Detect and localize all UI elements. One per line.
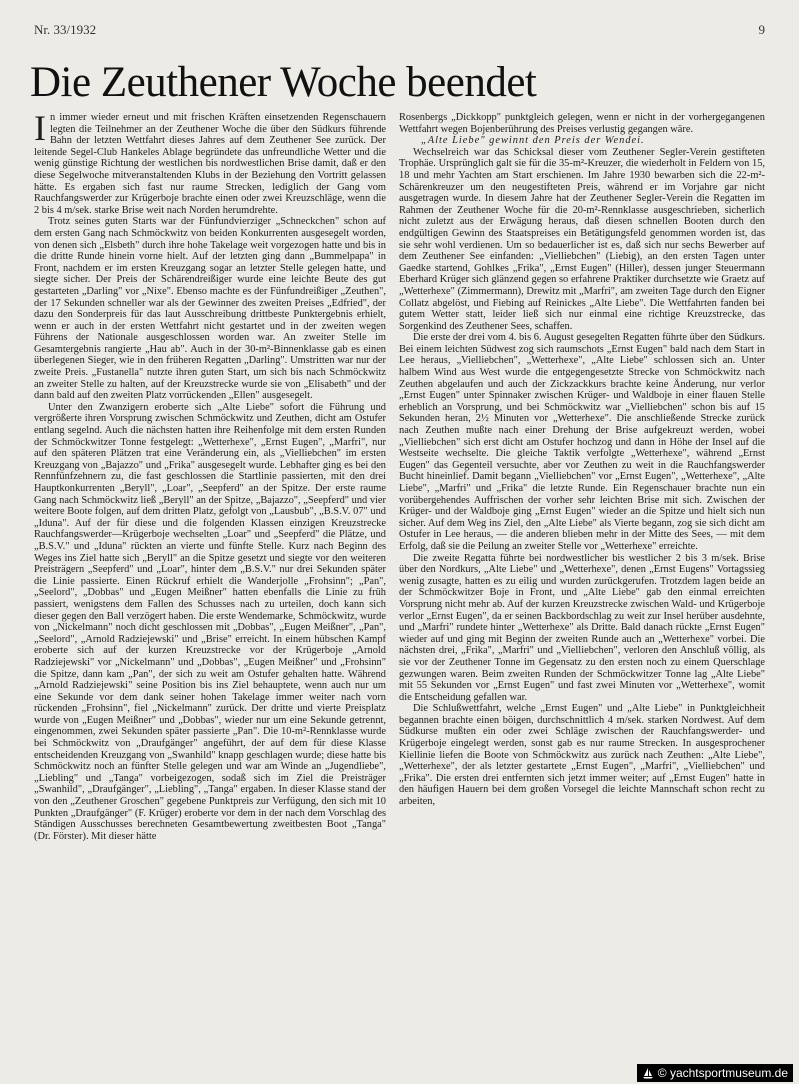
paragraph: Die zweite Regatta führte bei nordwestlicher bis westlicher 2 bis 3 m/sek. Brise über den Nordkurs, „Alte Liebe" und „Wetterhexe", denen „Ernst Eugens" Vortagssieg wenig zusagte, hatten es zu eilig und wurden zurückgerufen. Trotzdem lagen beide an der Schmöckwitzer Boje in Front, und „Alte Liebe" gab den einmal erreichten Vorsprung nicht mehr ab. Auf der kurzen Kreuzstrecke zwischen Wald- und Krügerboje verlor „Ernst Eugen", da er seinen Backbordschlag zu weit zur Insel herüber ausdehnte, und „Marfri" rundete hinter „Wetterhexe" als Dritte. Bald danach rückte „Ernst Eugen" wieder auf und ging mit Beginn der zweiten Runde auch an „Wetterhexe" vorbei. Die nächsten drei, „Frika", „Marfri" und „Vielliebchen", verloren den Anschluß völlig, als sie vor der Zeuthener Tonne im Gegensatz zu den ersten noch zu einem Querschlage gezwungen waren. Beim zweiten Runden der Schmöckwitzer Tonne lag „Alte Liebe" mit 55 Sekunden vor „Ernst Eugen" und fast zwei Minuten vor „Wetterhexe", womit die Entscheidung gefallen war.: [399, 552, 765, 703]
paragraph: Wechselreich war das Schicksal dieser vom Zeuthener Segler-Verein gestifteten Trophäe. Ursprünglich galt sie für die 35-m²-Kreuzer, die wiederholt in Feldern von 15, 18 und mehr Yachten am Start erschienen. Im Jahre 1930 bewarben sich die 22-m²-Schärenkreuzer um den neugestifteten Preis, während er im Vorjahre gar nicht ausgetragen wurde. In diesem Jahre hat der Zeuthener Segler-Verein die Regatten im Rahmen der Zeuthener Woche für die 20-m²-Rennklasse ausgeschrieben, sicherlich nicht zuletzt aus der Erwägung heraus, daß diesen schnellen Booten durch den endgültigen Gewinn des Staatspreises ein Betätigungsfeld genommen worden ist, das sie sehr wohl verdienen. Um so bedauerlicher ist es, daß sich nur sechs Bewerber auf dem Zeuthener See einfanden: „Vielliebchen" (Liebig), an den ersten Tagen unter Gaedke startend, Gohlkes „Frika", „Ernst Eugen" (Hiller), dessen junger Steuermann Eberhard Krüger sich glänzend gegen so erfahrene Praktiker durchsetzte wie Graetz auf „Wetterhexe" (Zimmermann), Drewitz mit „Marfri", am zweiten Tage durch den Eigner Collatz abgelöst, und Fiebing auf Reinickes „Alte Liebe". Die Wettfahrten fanden bei gutem Wetter statt, leider ließ sich nur einmal eine richtige Kreuzstrecke, das Sorgenkind des Zeuthener Sees, schaffen.: [399, 146, 765, 332]
left-column: [34, 112, 386, 1062]
watermark-text: © yachtsportmuseum.de: [657, 1066, 788, 1080]
sailboat-icon: [642, 1067, 654, 1079]
page-number: 9: [758, 22, 765, 37]
paragraph: Unter den Zwanzigern eroberte sich „Alte Liebe" sofort die Führung und vergrößerte ihren Vorsprung zwischen Schmöckwitz und Zeuthen, dicht am Ostufer entlang segelnd. Auch die nächsten hatten ihre Reihenfolge mit dem ersten Runden der Schmöckwitzer Tonne festgelegt: „Wetterhexe", „Ernst Eugen", „Marfri", nur auf den späteren Plätzen trat eine Veränderung ein, als „Vielliebchen" im ersten Kreuzgang von „Bajazzo" und „Frika" ausgesegelt wurde. Lebhafter ging es bei den Rennfünfzehnern zu, die fast geschlossen die Startlinie passierten, mit den drei Hauptkonkurrenten „Beryll", „Loar", „Seepferd" an der Spitze. Der erste raume Gang nach Schmöckwitz ließ „Beryll" an der Spitze, „Bajazzo", „Seepferd" und vier weitere Boote folgen, auf dem dritten Platz, gefolgt von „Lausbub", „B.S.V. 07" und „Iduna". Auf der für diese und die folgenden Klassen einzigen Kreuzstrecke Rauchfangswerder—Krügerboje wechselten „Loar" und „Seepferd" die Plätze, und „B.S.V." und „Iduna" rückten an vierte und fünfte Stelle. Kurz nach Beginn des Weges ins Ziel hatte sich „Beryll" an die Spitze gesetzt und siegte vor den weiteren Preisträgern „Seepferd" und „Loar", hinter dem „B.S.V." nur drei Sekunden später die Linie passierte. Einen Rückruf erhielt die Wanderjolle „Frohsinn"; „Pan", „Seelord", „Dobbas" und „Eugen Meißner" hatten ebenfalls die Linie zu früh passiert, wenigstens dem Fallen des Schusses nach zu urteilen, doch kann sich dieser gegen den Ball verzögert haben. Die erste Wendemarke, Schmöckwitz, wurde von „Nickelmann" noch dicht geschlossen mit „Dobbas", „Eugen Meißner", „Pan", „Seelord", „Arnold Radziejewski" und „Brise" erreicht. In einem hübschen Kampf eroberte sich auf der kurzen Kreuzstrecke vor der Krügerboje „Arnold Radziejewski" vor „Nickelmann" und „Dobbas", „Eugen Meißner" und „Frohsinn" die Spitze, dann kam „Pan", der sich zu weit am Ostufer gehalten hatte. Während „Arnold Radziejewski" seine Position bis ins Ziel behauptete, wenn auch nur um eine Sekunde vor dem dank seiner hohen Takelage immer weiter nach vorn rückenden „Frohsinn", fiel „Nickelmann" zurück. Der dritte und vierte Preisplatz wurde von „Eugen Meißner" und „Dobbas", wieder nur um eine Sekunde getrennt, eingenommen, zwei Sekunden später passierte „Pan". Die 10-m²-Rennklasse wurde bei Schmöckwitz von „Draufgänger" angeführt, der auf dem für diese Klasse entscheidenden Kreuzgang von „Swanhild" knapp geschlagen wurde; diese hatte bis Schmöckwitz noch an fünfter Stelle gelegen und war am Winde an „Jugendliebe", „Liebling" und „Tanga" vorbeigezogen, sodaß sich im Ziel die Preisträger „Swanhild", „Draufgänger", „Liebling", „Tanga" ergaben. In dieser Klasse stand der von den „Zeuthener Groschen" gegebene Punktpreis zur Verfügung, den sich mit 10 Punkten „Draufgänger" (F. Krüger) eroberte vor dem in der nach dem Vorschlag des Ständigen Ausschusses berechneten Gesamtbewertung zweitbesten Boot „Tanga" (Dr. Förster). Mit dieser hätte: [34, 401, 386, 842]
paragraph: Trotz seines guten Starts war der Fünfundvierziger „Schneckchen" schon auf dem ersten Gang nach Schmöckwitz von beiden Konkurrenten ausgesegelt worden, von denen sich „Elsbeth" durch ihre hohe Takelage weit vorgezogen hatte und bis in die dritte Runde hinein vorne hielt. Auf der letzten ging dann „Bummelpapa" in Front, nachdem er im ersten Kreuzgang sogar an letzter Stelle gelegen hatte, und siegte sicher. Der Preis der Schärendreißiger wurde eine leichte Beute des gut gestarteten „Darling" vor „Nixe". Ebenso machte es der Fünfundreißiger „Zeuthen", der 17 Sekunden schneller war als der Gewinner des zweiten Preises „Edfried", der dazu den Sonderpreis für das laut Ausschreibung drittbeste Punktergebnis erhielt, wenn er auch in der ersten Wettfahrt nicht gestartet und in der zweiten wegen Führens der Nationale ausgeschlossen worden war. An zweiter Stelle im Gesamtergebnis rangierte „Hau ab". Auch in der 30-m²-Binnenklasse gab es einen überlegenen Sieger, wie in den früheren Regatten „Darling". Umstritten war nur der zweite Preis. „Fustanella" nutzte ihren guten Start, um sich bis nach Schmöckwitz an zweiter Stelle zu halten, auf der Kreuzstrecke wurde sie von „Elisabeth" und der dann bald auf den zweiten Platz vorrückenden „Ellen" ausgesegelt.: [34, 216, 386, 402]
paragraph: Rosenbergs „Dickkopp" punktgleich gelegen, wenn er nicht in der vorhergegangenen Wettfahrt wegen Bojenberührung des Preises verlustig gegangen wäre.: [399, 112, 765, 135]
page-header: [34, 22, 765, 38]
section-subhead: „Alte Liebe" gewinnt den Preis der Wendei.: [421, 135, 645, 147]
drop-cap: I: [34, 112, 46, 148]
issue-number: Nr. 33/1932: [34, 22, 97, 37]
right-column: [399, 112, 765, 1062]
watermark: [637, 1064, 793, 1082]
paragraph: In immer wieder erneut und mit frischen Kräften einsetzenden Regenschauern legten die Teilnehmer an der Zeuthener Woche die über den Südkurs führende Bahn der letzten Wettfahrt dieses Jahres auf dem Zeuthener See zurück. Der leitende Segel-Club Hankeles Ablage begründete das unfreundliche Wetter und die wenig günstige Richtung der westlichen bis nordwestlichen Brise damit, daß er den diese Segelwoche mitveranstaltenden Klubs in der Beziehung den Vortritt gelassen hätte. Es ergaben sich fast nur raume Strecken, lediglich der Gang vom Rauchfangswerder zur Krügerboje brachte einen oder zwei Kreuzschläge, wenn die 2 bis 4 m/sek. starke Brise weit nach Norden herumdrehte.: [34, 112, 386, 216]
article-title: Die Zeuthener Woche beendet: [30, 59, 537, 106]
paragraph: Die erste der drei vom 4. bis 6. August gesegelten Regatten führte über den Südkurs. Bei einem leichten Südwest zog sich raumschots „Ernst Eugen" bald nach dem Start in Lee heraus, „Vielliebchen", „Wetterhexe", „Alte Liebe" schlossen sich an. Unter halbem Wind aus West wurde die entgegengesetzte Strecke von Schmöckwitz nach Zeuthen abgelaufen und auch der Zickzackkurs brachte keine Änderung, nur verlor „Ernst Eugen" unter Spinnaker zwischen Krüger- und Waldboje in einer flauen Stelle erheblich an Vorsprung, und bei Schmöckwitz war „Vielliebchen" schon bis auf 15 Sekunden heran, 2½ Minuten vor „Wetterhexe". Die anschließende Strecke zurück nach Zeuthen mußte nach einer Drehung der Brise aufgekreuzt werden, wobei „Vielliebchen" sich erst dicht am Ostufer hochzog und dann in Höhe der Insel auf die Westseite wechselte. Die gleiche Taktik verfolgte „Wetterhexe", während „Ernst Eugen" das Gegenteil versuchte, aber vor Zeuthen zu weit in die Rauchfangswerder Bucht hineinlief. Damit begann „Vielliebchen" vor „Ernst Eugen", „Wetterhexe", „Alte Liebe", „Marfri" und „Frika" die letzte Runde. Ein Regenschauer brachte nun ein vorübergehendes Auffrischen der vorher sehr leichten Brise mit sich. Zwischen der Krüger- und der Waldboje ging „Ernst Eugen" wieder an die Spitze und hielt sich nun sicher. Auf dem Weg ins Ziel, den „Alte Liebe" als Vierte begann, zog sie sich dicht am Ostufer in Lee heraus, — die anderen blieben mehr in der Mitte des Sees, — mit dem Erfolg, daß sie die Peilung an zweiter Stelle vor „Wetterhexe" erreichte.: [399, 332, 765, 552]
paragraph: Die Schlußwettfahrt, welche „Ernst Eugen" und „Alte Liebe" in Punktgleichheit begannen brachte einen böigen, durchschnittlich 4 m/sek. starken Nordwest. Auf dem Südkurse mußten ein oder zwei Schläge zwischen der Rauchfangswerder- und Krügerboje eingelegt werden, sonst gab es nur raume Strecken. In ausgesprochener Kiellinie liefen die Boote von Schmöckwitz aus zurück nach Zeuthen: „Alte Liebe", „Wetterhexe", der als letzter gestartete „Ernst Eugen", „Marfri", „Vielliebchen" und „Frika". Die ersten drei entfernten sich jetzt immer weiter; auf „Ernst Eugen" hatte in den häufigen Hauern bei dem großen Vorsegel die leichte Mannschaft schon recht zu arbeiten,: [399, 703, 765, 808]
